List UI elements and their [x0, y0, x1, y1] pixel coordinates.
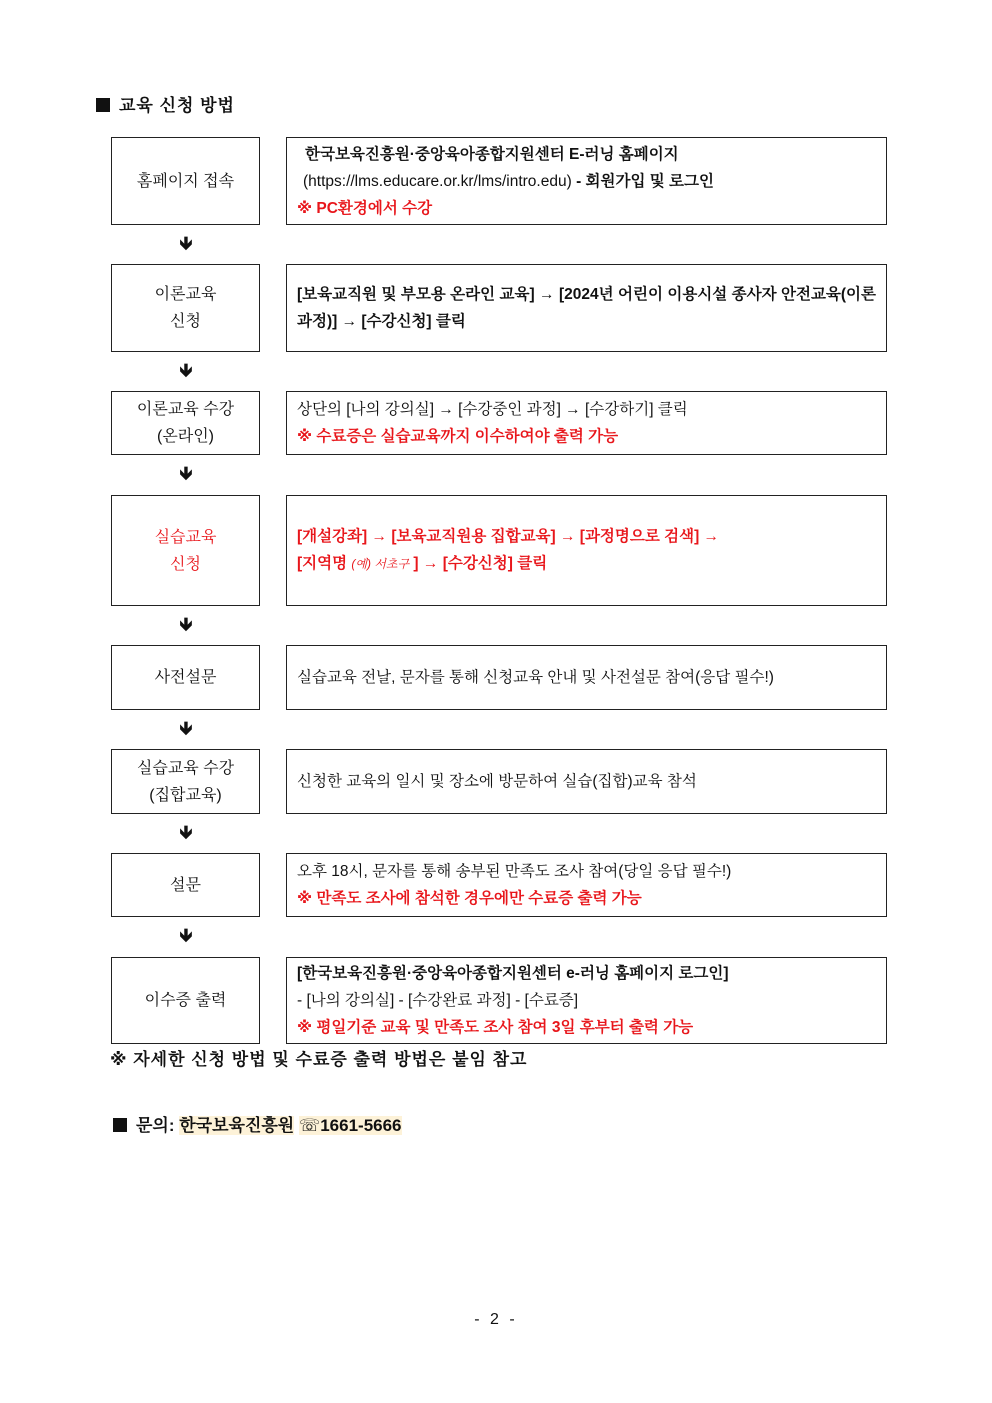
- step-content-theory-online: [286, 391, 887, 455]
- step-label-pre-survey: 사전설문: [111, 645, 260, 710]
- step-label-theory-apply: 이론교육 신청: [111, 264, 260, 352]
- square-bullet-icon: [96, 98, 110, 112]
- arrow-down-icon: 🡻: [179, 925, 193, 945]
- step-content-survey: [286, 853, 887, 917]
- step-label-certificate: 이수증 출력: [111, 957, 260, 1044]
- step-line: 신청한 교육의 일시 및 장소에 방문하여 실습(집합)교육 참석: [297, 773, 697, 790]
- section-heading: 교육 신청 방법: [96, 91, 235, 116]
- region-example: (예) 서초구: [351, 557, 410, 571]
- arrow-down-icon: 🡻: [179, 233, 193, 253]
- survey-note: ※ 만족도 조사에 참석한 경우에만 수료증 출력 가능: [297, 890, 642, 907]
- step-label-survey: 설문: [111, 853, 260, 917]
- step-content-pre-survey: [286, 645, 887, 710]
- square-bullet-icon: [113, 1118, 127, 1132]
- step-content-practice-attend: [286, 749, 887, 814]
- step-line: [개설강좌] → [보육교직원용 집합교육] → [과정명으로 검색] →: [297, 528, 720, 545]
- step-label-practice-apply: 실습교육 신청: [111, 495, 260, 606]
- step-line: (https://lms.educare.or.kr/lms/intro.edu) - 회원가입 및 로그인: [303, 172, 714, 190]
- arrow-down-icon: 🡻: [179, 463, 193, 483]
- phone-icon: ☏: [298, 1116, 321, 1135]
- arrow-down-icon: 🡻: [179, 718, 193, 738]
- page-number: - 2 -: [474, 1311, 518, 1328]
- arrow-down-icon: 🡻: [179, 822, 193, 842]
- step-line: [한국보육진흥원·중앙육아종합지원센터 e-러닝 홈페이지 로그인]: [297, 965, 729, 982]
- pc-environment-note: ※ PC환경에서 수강: [297, 199, 433, 217]
- arrow-down-icon: 🡻: [179, 360, 193, 380]
- contact-info: 문의: 한국보육진흥원 ☏1661-5666: [113, 1111, 402, 1136]
- step-content-theory-apply: [286, 264, 887, 352]
- step-line: 상단의 [나의 강의실] → [수강중인 과정] → [수강하기] 클릭: [297, 401, 688, 418]
- step-label-homepage: 홈페이지 접속: [111, 137, 260, 225]
- step-line: [지역명 (예) 서초구 ] → [수강신청] 클릭: [297, 555, 548, 572]
- print-note: ※ 평일기준 교육 및 만족도 조사 참여 3일 후부터 출력 가능: [297, 1019, 694, 1036]
- step-content-practice-apply: [286, 495, 887, 606]
- step-line: - [나의 강의실] - [수강완료 과정] - [수료증]: [297, 992, 579, 1009]
- step-line: 한국보육진흥원·중앙육아종합지원센터 E-러닝 홈페이지: [305, 145, 679, 163]
- step-line: [보육교직원 및 부모용 온라인 교육] → [2024년 어린이 이용시설 종사자 안전교육(이론과정)] → [수강신청] 클릭: [297, 286, 876, 330]
- reference-note: ※ 자세한 신청 방법 및 수료증 출력 방법은 붙임 참고: [110, 1050, 528, 1069]
- arrow-down-icon: 🡻: [179, 614, 193, 634]
- step-label-theory-online: 이론교육 수강 (온라인): [111, 391, 260, 455]
- step-label-practice-attend: 실습교육 수강 (집합교육): [111, 749, 260, 814]
- contact-phone: 1661-5666: [320, 1116, 402, 1135]
- step-content-certificate: [286, 957, 887, 1044]
- certificate-note: ※ 수료증은 실습교육까지 이수하여야 출력 가능: [297, 428, 619, 445]
- homepage-url-link[interactable]: (https://lms.educare.or.kr/lms/intro.edu): [303, 172, 572, 190]
- contact-org: 한국보육진흥원: [179, 1116, 295, 1135]
- step-line: 오후 18시, 문자를 통해 송부된 만족도 조사 참여(당일 응답 필수!): [297, 863, 732, 880]
- step-line: 실습교육 전날, 문자를 통해 신청교육 안내 및 사전설문 참여(응답 필수!): [297, 669, 774, 686]
- step-content-homepage: [286, 137, 887, 225]
